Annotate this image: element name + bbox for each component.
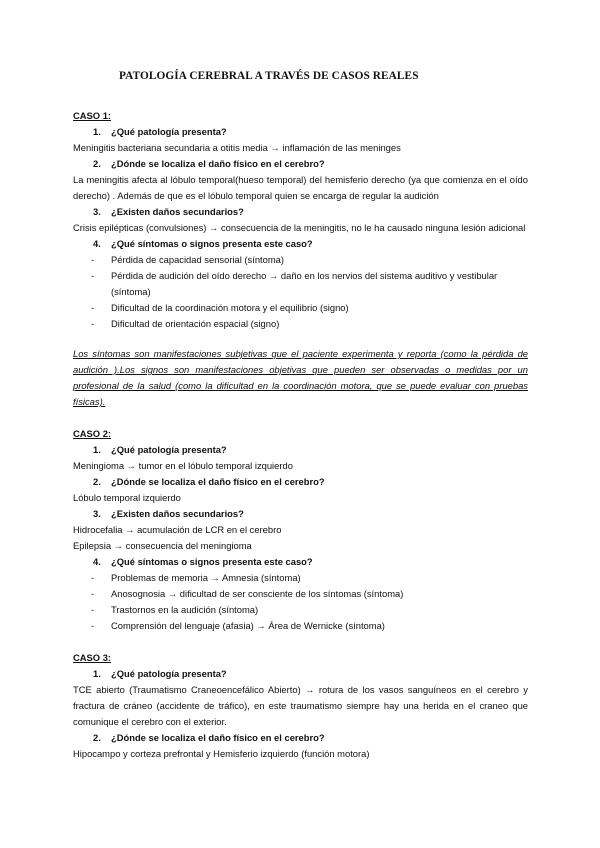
case-3-question-2 <box>73 730 528 746</box>
question-number: 4. <box>93 556 101 567</box>
question-number: 2. <box>93 476 101 487</box>
case-1-answer-1: Meningitis bacteriana secundaria a otitis media → inflamación de las meninges <box>73 142 401 153</box>
case-3-heading: CASO 3: <box>73 652 112 663</box>
question-number: 3. <box>93 206 101 217</box>
case-1-answer-2: La meningitis afecta al lóbulo temporal(hueso temporal) del hemisferio derecho (ya que comienza en el oído derecho) . Además de que es el lóbulo temporal quien se encarga de regular la audición <box>73 174 528 201</box>
question-text: ¿Qué patología presenta? <box>111 668 227 679</box>
case-1-question-3 <box>73 204 528 220</box>
case-1-question-1 <box>73 124 528 140</box>
dash-bullet: - <box>91 604 95 615</box>
question-number: 1. <box>93 668 101 679</box>
case-3-question-1 <box>73 666 528 682</box>
dash-bullet: - <box>91 302 95 313</box>
list-item-text: Pérdida de audición del oído derecho → daño en los nervios del sistema auditivo y vestibular (síntoma) <box>111 270 498 297</box>
list-item <box>73 268 528 300</box>
list-item-text: Anosognosia → dificultad de ser consciente de los síntomas (síntoma) <box>111 588 404 599</box>
list-item <box>73 570 528 586</box>
case-2-answer-3a: Hidrocefalia → acumulación de LCR en el cerebro <box>73 524 282 535</box>
case-2-question-2 <box>73 474 528 490</box>
question-number: 4. <box>93 238 101 249</box>
question-number: 1. <box>93 444 101 455</box>
case-2-answer-1: Meningioma → tumor en el lóbulo temporal izquierdo <box>73 460 293 471</box>
dash-bullet: - <box>91 588 95 599</box>
question-text: ¿Qué síntomas o signos presenta este caso? <box>111 556 313 567</box>
symptoms-signs-note: Los síntomas son manifestaciones subjetivas que el paciente experimenta y reporta (como la pérdida de audición ).Los signos son manifestaciones objetivas que pueden ser observadas o medidas por un profesional de la salud (como la dificultad en la coordinación motora, que se puede evaluar con pruebas físicas). <box>73 348 528 407</box>
list-item <box>73 316 528 332</box>
case-3-answer-1: TCE abierto (Traumatismo Craneoencefálico Abierto) → rotura de los vasos sanguíneos en el cerebro y fractura de cráneo (accidente de tráfico), en este traumatismo siempre hay una herida en el craneo que comunique el cerebro con el exterior. <box>73 684 528 727</box>
question-text: ¿Existen daños secundarios? <box>111 508 244 519</box>
list-item-text: Comprensión del lenguaje (afasia) → Área de Wernicke (síntoma) <box>111 620 385 631</box>
list-item <box>73 252 528 268</box>
list-item <box>73 602 528 618</box>
question-number: 3. <box>93 508 101 519</box>
case-2-question-3 <box>73 506 528 522</box>
case-3-answer-2: Hipocampo y corteza prefrontal y Hemisferio izquierdo (función motora) <box>73 748 370 759</box>
list-item <box>73 618 528 634</box>
case-2-question-4 <box>73 554 528 570</box>
question-number: 1. <box>93 126 101 137</box>
question-number: 2. <box>93 158 101 169</box>
question-text: ¿Qué patología presenta? <box>111 444 227 455</box>
question-text: ¿Qué patología presenta? <box>111 126 227 137</box>
case-2-question-1 <box>73 442 528 458</box>
dash-bullet: - <box>91 620 95 631</box>
list-item-text: Dificultad de orientación espacial (signo) <box>111 318 280 329</box>
dash-bullet: - <box>91 318 95 329</box>
question-text: ¿Dónde se localiza el daño físico en el cerebro? <box>111 158 325 169</box>
question-number: 2. <box>93 732 101 743</box>
document-title: PATOLOGÍA CEREBRAL A TRAVÉS DE CASOS REALES <box>119 70 419 82</box>
list-item-text: Dificultad de la coordinación motora y el equilibrio (signo) <box>111 302 349 313</box>
document-body <box>73 103 528 762</box>
case-1-heading: CASO 1: <box>73 110 112 121</box>
case-2-answer-3b: Epilepsia → consecuencia del meningioma <box>73 540 252 551</box>
question-text: ¿Qué síntomas o signos presenta este caso? <box>111 238 313 249</box>
dash-bullet: - <box>91 254 95 265</box>
dash-bullet: - <box>91 572 95 583</box>
list-item <box>73 586 528 602</box>
list-item-text: Pérdida de capacidad sensorial (síntoma) <box>111 254 285 265</box>
question-text: ¿Dónde se localiza el daño físico en el cerebro? <box>111 476 325 487</box>
question-text: ¿Existen daños secundarios? <box>111 206 244 217</box>
list-item <box>73 300 528 316</box>
question-text: ¿Dónde se localiza el daño físico en el cerebro? <box>111 732 325 743</box>
case-1-answer-3: Crisis epilépticas (convulsiones) → consecuencia de la meningitis, no le ha causado ninguna lesión adicional <box>73 222 526 233</box>
case-2-answer-2: Lóbulo temporal izquierdo <box>73 492 181 503</box>
list-item-text: Problemas de memoria → Amnesia (síntoma) <box>111 572 301 583</box>
case-1-question-2 <box>73 156 528 172</box>
list-item-text: Trastornos en la audición (síntoma) <box>111 604 259 615</box>
case-1-question-4 <box>73 236 528 252</box>
dash-bullet: - <box>91 270 95 281</box>
case-2-heading: CASO 2: <box>73 428 112 439</box>
